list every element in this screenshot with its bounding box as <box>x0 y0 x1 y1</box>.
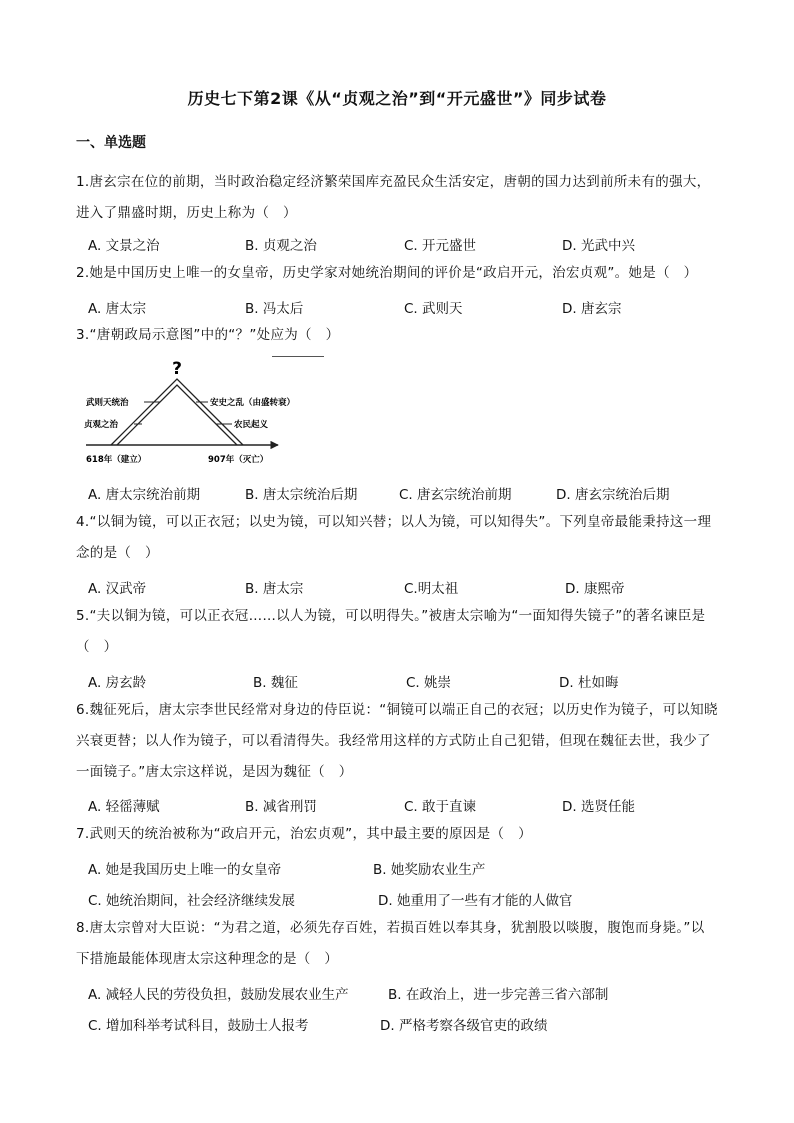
option-a[interactable]: A. 汉武帝 <box>88 581 147 597</box>
option-d[interactable]: D. 她重用了一些有才能的人做官 <box>378 893 573 909</box>
option-b[interactable]: B. 在政治上，进一步完善三省六部制 <box>388 987 609 1003</box>
option-b[interactable]: B. 贞观之治 <box>245 238 317 254</box>
option-b[interactable]: B. 冯太后 <box>245 301 304 317</box>
question-stem-line: 3.“唐朝政局示意图”中的“？”处应为（ ） <box>76 327 340 343</box>
section-heading: 一、单选题 <box>76 135 146 151</box>
question-stem-line: 1.唐玄宗在位的前期，当时政治稳定经济繁荣国库充盈民众生活安定，唐朝的国力达到前所未有的强大， <box>76 174 711 190</box>
question-7-options-row2 <box>88 889 728 911</box>
question-1-stem <box>76 167 726 229</box>
option-b[interactable]: B. 她奖励农业生产 <box>373 862 486 878</box>
question-4-stem <box>76 507 726 569</box>
option-c[interactable]: C. 武则天 <box>404 301 463 317</box>
question-stem-line: （ ） <box>76 639 118 655</box>
question-stem-line: 兴衰更替；以人作为镜子，可以看清得失。我经常用这样的方式防止自己犯错，但现在魏征去世，我少了 <box>76 733 711 749</box>
question-7-stem <box>76 819 726 850</box>
question-stem-line: 2.她是中国历史上唯一的女皇帝，历史学家对她统治期间的评价是“政启开元，治宏贞观”。她是（ ） <box>76 265 698 281</box>
question-5-options <box>88 671 728 693</box>
option-c[interactable]: C. 开元盛世 <box>404 238 477 254</box>
option-a[interactable]: A. 减轻人民的劳役负担，鼓励发展农业生产 <box>88 987 349 1003</box>
question-4-options <box>88 577 728 599</box>
end-label: 907年（灭亡） <box>208 455 269 465</box>
right-lower-label: 农民起义 <box>234 420 269 430</box>
question-3-stem <box>76 320 726 351</box>
option-b[interactable]: B. 唐太宗统治后期 <box>245 487 358 503</box>
option-d[interactable]: D. 杜如晦 <box>559 675 619 691</box>
question-5-stem <box>76 601 726 663</box>
option-d[interactable]: D. 唐玄宗统治后期 <box>556 487 670 503</box>
option-b[interactable]: B. 减省刑罚 <box>245 799 317 815</box>
question-8-stem <box>76 913 726 975</box>
question-2-stem <box>76 258 726 289</box>
question-stem-line: 念的是（ ） <box>76 545 159 561</box>
option-d[interactable]: D. 选贤任能 <box>562 799 635 815</box>
left-lower-label: 贞观之治 <box>84 420 119 430</box>
option-b[interactable]: B. 唐太宗 <box>245 581 304 597</box>
question-stem-line: 进入了鼎盛时期，历史上称为（ ） <box>76 205 297 221</box>
question-6-stem <box>76 695 726 788</box>
option-c[interactable]: C. 敢于直谏 <box>404 799 477 815</box>
option-d[interactable]: D. 唐玄宗 <box>562 301 622 317</box>
question-6-options <box>88 795 728 817</box>
question-stem-line: 一面镜子。”唐太宗这样说，是因为魏征（ ） <box>76 764 353 780</box>
triangle-inner <box>117 385 237 445</box>
question-stem-line: 4.“以铜为镜，可以正衣冠；以史为镜，可以知兴替；以人为镜，可以知得失”。下列皇帝最能秉持这一理 <box>76 514 712 530</box>
question-3-options <box>88 483 728 505</box>
option-a[interactable]: A. 唐太宗统治前期 <box>88 487 201 503</box>
option-a[interactable]: A. 文景之治 <box>88 238 160 254</box>
question-stem-line: 7.武则天的统治被称为“政启开元，治宏贞观”，其中最主要的原因是（ ） <box>76 826 532 842</box>
option-c[interactable]: C. 唐玄宗统治前期 <box>399 487 512 503</box>
question-8-options-row2 <box>88 1014 728 1036</box>
question-7-options-row1 <box>88 858 728 880</box>
question-stem-line: 5.“夫以铜为镜，可以正衣冠……以人为镜，可以明得失。”被唐太宗喻为“一面知得失镜子”的著名谏臣是 <box>76 608 706 624</box>
peak-label: ? <box>172 359 182 379</box>
triangle-outer <box>111 379 243 445</box>
start-label: 618年（建立） <box>86 455 147 465</box>
question-2-options <box>88 297 728 319</box>
tang-politics-diagram <box>84 352 334 472</box>
option-a[interactable]: A. 她是我国历史上唯一的女皇帝 <box>88 862 282 878</box>
option-c[interactable]: C.明太祖 <box>404 581 459 597</box>
question-stem-line: 6.魏征死后，唐太宗李世民经常对身边的侍臣说：“铜镜可以端正自己的衣冠；以历史作为镜子，可以知晓 <box>76 702 718 718</box>
question-stem-line: 下措施最能体现唐太宗这种理念的是（ ） <box>76 951 339 967</box>
option-d[interactable]: D. 严格考察各级官吏的政绩 <box>380 1018 548 1034</box>
page-title: 历史七下第2课《从“贞观之治”到“开元盛世”》同步试卷 <box>187 89 607 108</box>
option-d[interactable]: D. 光武中兴 <box>562 238 635 254</box>
option-c[interactable]: C. 她统治期间，社会经济继续发展 <box>88 893 296 909</box>
option-a[interactable]: A. 唐太宗 <box>88 301 147 317</box>
question-8-options-row1 <box>88 983 728 1005</box>
option-c[interactable]: C. 姚崇 <box>406 675 452 691</box>
option-d[interactable]: D. 康熙帝 <box>565 581 625 597</box>
question-stem-line: 8.唐太宗曾对大臣说：“为君之道，必须先存百姓，若损百姓以奉其身，犹割股以啖腹，腹饱而身毙。”以 <box>76 920 705 936</box>
option-b[interactable]: B. 魏征 <box>253 675 298 691</box>
question-1-options <box>88 234 728 256</box>
option-a[interactable]: A. 轻徭薄赋 <box>88 799 160 815</box>
option-a[interactable]: A. 房玄龄 <box>88 675 147 691</box>
left-upper-label: 武则天统治 <box>86 398 129 408</box>
right-upper-label: 安史之乱（由盛转衰） <box>210 398 296 408</box>
option-c[interactable]: C. 增加科举考试科目，鼓励士人报考 <box>88 1018 309 1034</box>
